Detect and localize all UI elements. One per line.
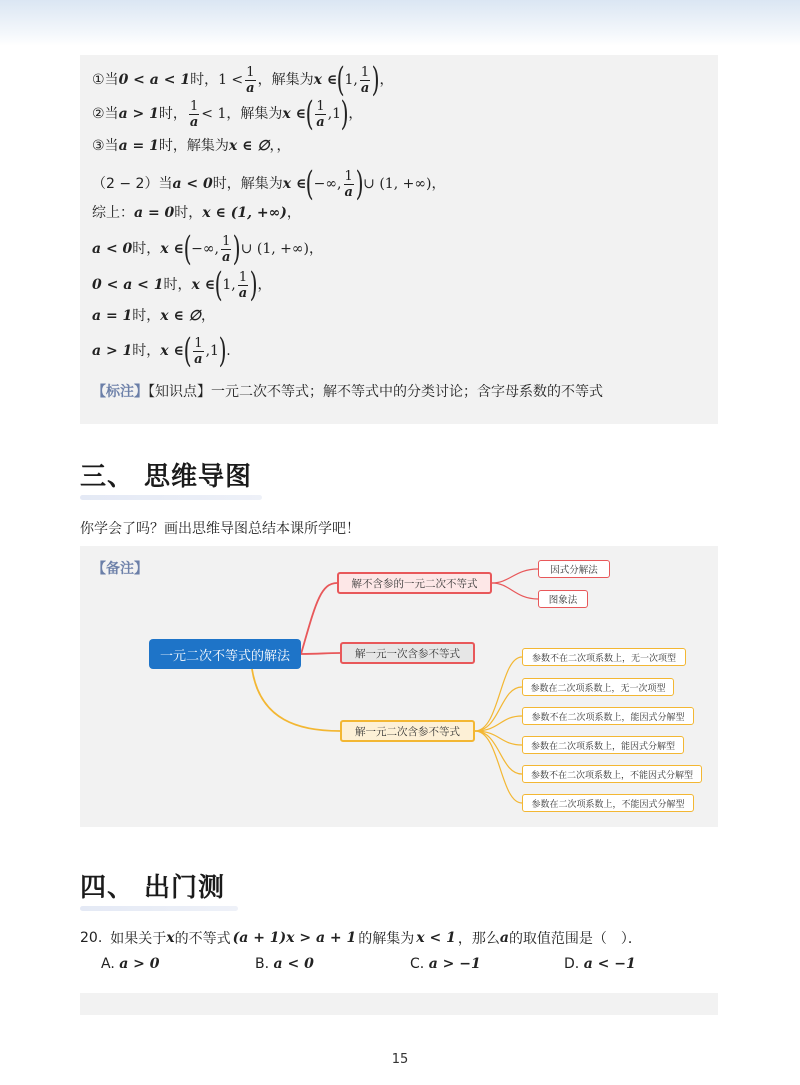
math: a > −1 — [428, 956, 481, 972]
section-underline — [80, 495, 262, 500]
math: a = 1 — [118, 138, 159, 154]
paren: ( — [336, 60, 345, 100]
math: a < 0 — [172, 176, 213, 192]
mindmap-root: 一元二次不等式的解法 — [149, 639, 301, 669]
math: ∪ (1, +∞) — [363, 176, 432, 192]
text: 时， — [132, 308, 161, 324]
solution-line-7 — [92, 265, 272, 305]
text: ， — [257, 277, 272, 293]
text: 时， — [132, 343, 161, 359]
text: （2 − 2）当 — [92, 176, 173, 192]
numerator: 1 — [238, 269, 248, 285]
mindmap-leaf: 参数在二次项系数上，不能因式分解型 — [522, 794, 694, 812]
text: . — [226, 343, 231, 359]
math: a — [499, 930, 509, 946]
math: 1 < — [218, 72, 244, 88]
text: 时，解集为 — [212, 176, 283, 192]
fraction — [221, 234, 231, 265]
denominator: a — [238, 285, 248, 301]
mindmap-leaf: 参数不在二次项系数上，无一次项型 — [522, 648, 686, 666]
math: x ∈ ∅ — [160, 308, 201, 324]
math: x < 1 — [416, 930, 456, 946]
text: ， — [431, 176, 446, 192]
text: 时， — [190, 72, 219, 88]
math: a < 0 — [273, 956, 314, 972]
fraction — [189, 99, 199, 130]
text: 如果关于 — [110, 931, 167, 947]
math: (a + 1)x > a + 1 — [232, 930, 357, 946]
fraction — [343, 169, 353, 200]
numerator: 1 — [246, 64, 255, 80]
section-title-mindmap: 三、 思维导图 — [80, 462, 253, 492]
paren: ) — [218, 331, 227, 371]
solution-line-3 — [92, 136, 291, 156]
problem-20 — [80, 928, 642, 948]
answer-box — [80, 993, 718, 1015]
text: ①当 — [92, 72, 119, 88]
math: a < −1 — [583, 956, 636, 972]
text: ， — [379, 72, 394, 88]
math: a < 0 — [92, 241, 133, 257]
denominator: a — [246, 80, 255, 96]
math: 1, — [344, 72, 358, 88]
solution-line-9 — [92, 331, 231, 371]
denominator: a — [222, 249, 231, 265]
math: x — [166, 930, 175, 946]
text: 的不等式 — [174, 931, 231, 947]
numerator: 1 — [316, 98, 325, 114]
math: x ∈ — [160, 343, 184, 359]
solution-block — [80, 55, 718, 424]
denominator: a — [316, 114, 325, 130]
choice-letter: A. — [101, 956, 115, 972]
page-number: 15 — [391, 1052, 409, 1067]
choice-c[interactable] — [410, 956, 481, 972]
text: ，解集为 — [257, 72, 314, 88]
paren: ( — [214, 265, 223, 305]
mindmap-leaf: 参数不在二次项系数上，不能因式分解型 — [522, 765, 702, 783]
math: x ∈ — [282, 106, 306, 122]
math: x ∈ — [282, 176, 307, 192]
paren: ) — [249, 265, 258, 305]
note-tag: 【标注】 — [92, 384, 148, 400]
text: ，， — [269, 138, 291, 154]
fraction — [193, 336, 203, 367]
mindmap-leaf: 参数在二次项系数上，能因式分解型 — [522, 736, 684, 754]
denominator: a — [360, 80, 370, 96]
paren: ) — [355, 164, 364, 204]
text: 的取值范围是（ ）． — [508, 931, 642, 947]
text: ， — [309, 241, 324, 257]
solution-line-5 — [92, 203, 301, 223]
math: ∪ (1, +∞) — [240, 241, 310, 257]
math: ,1 — [205, 343, 219, 359]
denominator: a — [189, 114, 199, 130]
paren: ( — [305, 164, 314, 204]
section-intro: 你学会了吗？画出思维导图总结本课所学吧！ — [80, 521, 360, 537]
math: −∞, — [313, 176, 342, 192]
fraction — [360, 65, 370, 96]
solution-line-6 — [92, 229, 324, 269]
paren: ( — [183, 331, 192, 371]
choice-d[interactable] — [564, 956, 636, 972]
numerator: 1 — [344, 168, 353, 184]
paren: ) — [340, 94, 349, 134]
numerator: 1 — [189, 98, 199, 114]
math: −∞, — [191, 241, 219, 257]
text: ， — [200, 308, 215, 324]
text: 时， — [158, 106, 187, 122]
mindmap-leaf: 参数不在二次项系数上，能因式分解型 — [522, 707, 694, 725]
math: a > 1 — [92, 343, 133, 359]
math: x ∈ — [160, 241, 184, 257]
fraction — [315, 99, 325, 130]
mindmap-branch-3: 解一元二次含参不等式 — [340, 720, 475, 742]
mindmap-leaf: 因式分解法 — [538, 560, 610, 578]
denominator: a — [344, 184, 353, 200]
choice-b[interactable] — [255, 956, 314, 972]
text: ②当 — [92, 106, 119, 122]
paren: ( — [183, 229, 192, 269]
math: 0 < a < 1 — [118, 72, 191, 88]
mindmap-panel — [80, 546, 718, 827]
text: 时， — [174, 205, 203, 221]
mindmap-leaf: 图象法 — [538, 590, 588, 608]
fraction — [245, 65, 255, 96]
section-title-exit-test: 四、 出门测 — [80, 873, 226, 903]
paren: ) — [371, 60, 380, 100]
page-header-band — [0, 0, 800, 46]
problem-number: 20. — [80, 930, 103, 946]
math: 1, — [222, 277, 236, 293]
numerator: 1 — [222, 233, 231, 249]
solution-line-2 — [92, 94, 363, 134]
choice-a[interactable] — [101, 956, 160, 972]
section-underline — [80, 906, 238, 911]
text: ③当 — [92, 138, 119, 154]
mindmap-leaf: 参数在二次项系数上，无一次项型 — [522, 678, 674, 696]
text: 的解集为 — [358, 931, 415, 947]
paren: ( — [305, 94, 314, 134]
paren: ) — [233, 229, 242, 269]
text: 时， — [132, 241, 161, 257]
note-text: 【知识点】一元二次不等式；解不等式中的分类讨论；含字母系数的不等式 — [148, 384, 603, 400]
mindmap-branch-1: 解不含参的一元二次不等式 — [337, 572, 492, 594]
solution-note — [92, 381, 603, 401]
numerator: 1 — [360, 64, 370, 80]
choice-letter: B. — [255, 956, 270, 972]
solution-line-8 — [92, 306, 215, 326]
math: a = 0 — [134, 205, 175, 221]
math: < 1 — [201, 106, 227, 122]
text: 时，解集为 — [158, 138, 229, 154]
math: x ∈ (1, +∞) — [202, 205, 287, 221]
fraction — [238, 270, 248, 301]
text: 时， — [163, 277, 192, 293]
math: x ∈ ∅ — [228, 138, 270, 154]
math: ,1 — [327, 106, 342, 122]
mindmap-tag: 【备注】 — [92, 561, 148, 577]
solution-line-4 — [92, 164, 446, 204]
math: x ∈ — [313, 72, 338, 88]
text: ，解集为 — [226, 106, 283, 122]
text: ， — [348, 106, 363, 122]
math: a > 1 — [118, 106, 159, 122]
text: ，那么 — [457, 931, 500, 947]
denominator: a — [194, 351, 203, 367]
choice-letter: D. — [564, 956, 580, 972]
text: 综上： — [92, 205, 134, 221]
math: a > 0 — [119, 956, 160, 972]
solution-line-1 — [92, 60, 394, 100]
numerator: 1 — [194, 335, 203, 351]
math: a = 1 — [92, 308, 133, 324]
math: x ∈ — [191, 277, 216, 293]
choice-letter: C. — [410, 956, 425, 972]
text: ， — [286, 205, 301, 221]
mindmap-branch-2: 解一元一次含参不等式 — [340, 642, 475, 664]
math: 0 < a < 1 — [92, 277, 164, 293]
